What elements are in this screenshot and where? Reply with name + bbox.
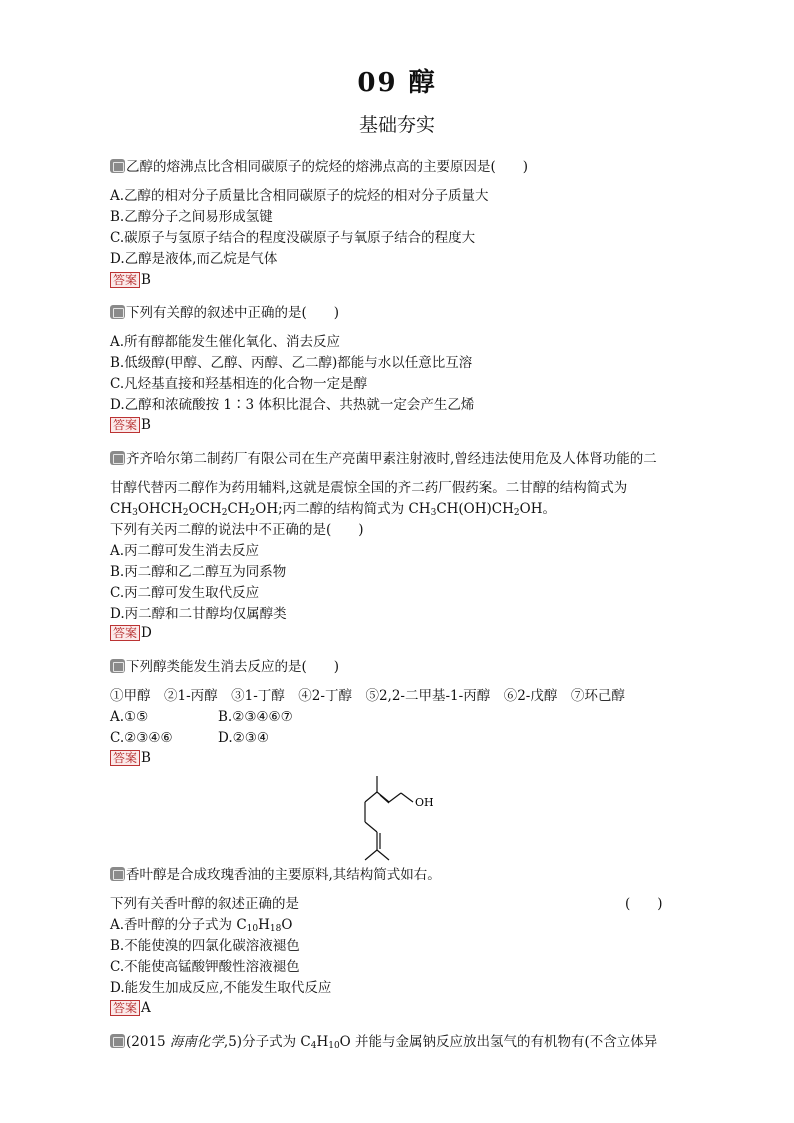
q2-option-d: D.乙醇和浓硫酸按 1∶3 体积比混合、共热就一定会产生乙烯	[110, 397, 475, 413]
q5-answer: 答案 A	[110, 999, 151, 1017]
question-icon	[110, 659, 125, 673]
answer-badge: 答案	[110, 417, 140, 433]
answer-badge: 答案	[110, 625, 140, 641]
q1-option-d: D.乙醇是液体,而乙烷是气体	[110, 251, 278, 267]
question-4-stem: 下列醇类能发生消去反应的是( )	[110, 658, 339, 676]
answer-badge: 答案	[110, 750, 140, 766]
q5-stem-question: 下列有关香叶醇的叙述正确的是	[110, 896, 299, 912]
answer-badge: 答案	[110, 272, 140, 288]
q4-option-c: C.②③④⑥	[110, 730, 173, 746]
q5-option-a: A.香叶醇的分子式为 $C_{10}H_{18}O$	[110, 917, 293, 934]
page-title: 09 醇	[357, 68, 437, 98]
section-subtitle: 基础夯实	[358, 114, 435, 136]
q1-option-b: B.乙醇分子之间易形成氢键	[110, 209, 273, 225]
geraniol-structure-diagram	[355, 772, 445, 872]
q3-option-c: C.丙二醇可发生取代反应	[110, 585, 260, 601]
q2-option-c: C.凡烃基直接和羟基相连的化合物一定是醇	[110, 376, 368, 392]
question-3-stem: 齐齐哈尔第二制药厂有限公司在生产亮菌甲素注射液时,曾经违法使用危及人体肾功能的二	[110, 450, 657, 468]
q4-option-b: B.②③④⑥⑦	[218, 709, 293, 725]
q5-option-b: B.不能使溴的四氯化碳溶液褪色	[110, 938, 300, 954]
q4-answer: 答案 B	[110, 749, 151, 767]
q3-formula-line: $CH_3OHCH_2OCH_2CH_2OH$;丙二醇的结构简式为 $CH_3CH(OH)CH_2OH$。	[110, 501, 556, 518]
question-icon	[110, 305, 125, 319]
question-2-stem: 下列有关醇的叙述中正确的是( )	[110, 304, 339, 322]
q5-answer-paren: ( )	[625, 896, 663, 912]
question-5-stem: 香叶醇是合成玫瑰香油的主要原料,其结构简式如右。	[110, 866, 441, 884]
q4-items: ①甲醇 ②1-丙醇 ③1-丁醇 ④2-丁醇 ⑤2,2-二甲基-1-丙醇 ⑥2-戊醇 ⑦环己醇	[110, 688, 625, 704]
q3-option-a: A.丙二醇可发生消去反应	[110, 543, 260, 559]
question-icon	[110, 867, 125, 881]
q3-answer: 答案 D	[110, 624, 152, 642]
q3-option-b: B.丙二醇和乙二醇互为同系物	[110, 564, 287, 580]
q3-stem-question: 下列有关丙二醇的说法中不正确的是( )	[110, 522, 364, 538]
q1-option-c: C.碳原子与氢原子结合的程度没碳原子与氧原子结合的程度大	[110, 230, 476, 246]
q1-answer: 答案 B	[110, 271, 151, 289]
question-icon	[110, 451, 125, 465]
q1-option-a: A.乙醇的相对分子质量比含相同碳原子的烷烃的相对分子质量大	[110, 188, 489, 204]
q3-stem-line2: 甘醇代替丙二醇作为药用辅料,这就是震惊全国的齐二药厂假药案。二甘醇的结构简式为	[110, 480, 628, 496]
question-1-stem: 乙醇的熔沸点比含相同碳原子的烷烃的熔沸点高的主要原因是( )	[110, 158, 528, 176]
q5-option-d: D.能发生加成反应,不能发生取代反应	[110, 980, 332, 996]
hydroxyl-label: OH	[415, 796, 434, 809]
q3-option-d: D.丙二醇和二甘醇均仅属醇类	[110, 606, 287, 622]
q5-option-c: C.不能使高锰酸钾酸性溶液褪色	[110, 959, 300, 975]
q2-option-a: A.所有醇都能发生催化氧化、消去反应	[110, 334, 341, 350]
question-icon	[110, 159, 125, 173]
answer-badge: 答案	[110, 1000, 140, 1016]
q2-option-b: B.低级醇(甲醇、乙醇、丙醇、乙二醇)都能与水以任意比互溶	[110, 355, 473, 371]
question-icon	[110, 1034, 125, 1048]
source-citation: 海南化学	[169, 1034, 224, 1050]
q4-option-d: D.②③④	[218, 730, 269, 746]
q2-answer: 答案 B	[110, 416, 151, 434]
question-6-stem: (2015 海南化学,5)分子式为 $C_4H_{10}O$ 并能与金属钠反应放出氢气的有机物有(不含立体异	[110, 1033, 657, 1055]
q4-option-a: A.①⑤	[110, 709, 149, 725]
